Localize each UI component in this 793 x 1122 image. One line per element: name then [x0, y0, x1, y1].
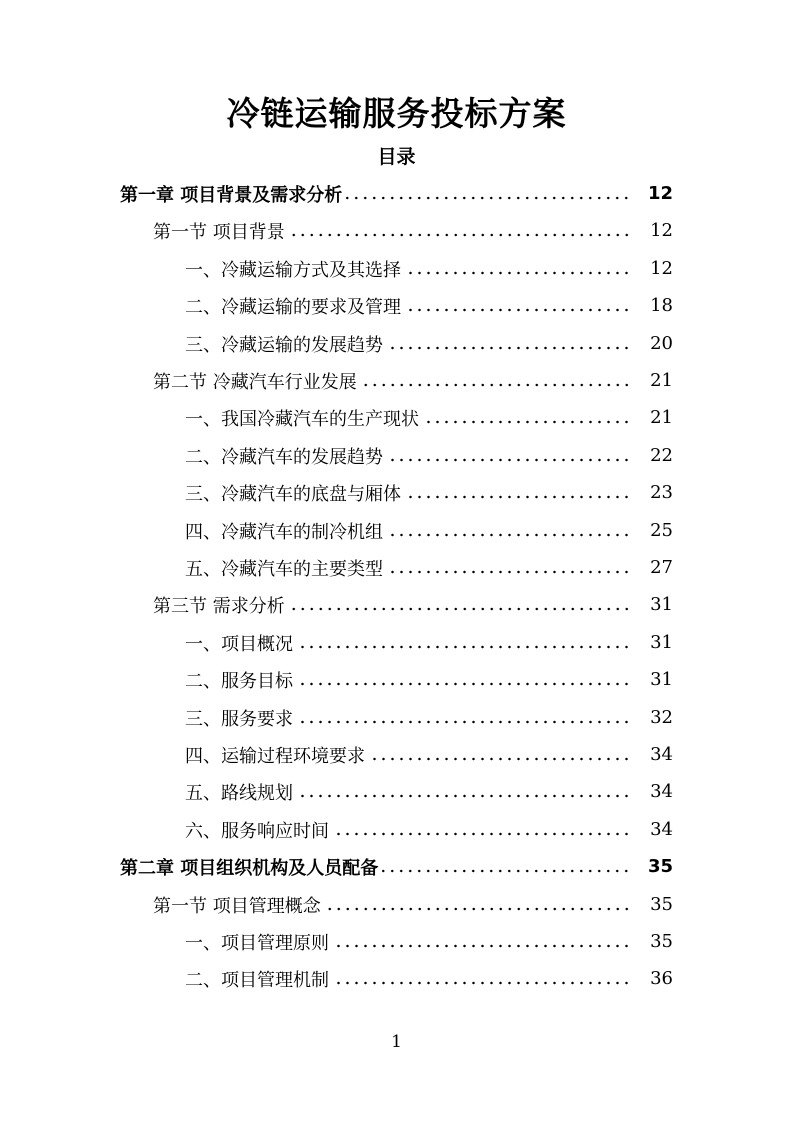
toc-entry-label: 第一节 项目背景 — [153, 221, 285, 243]
dot-leader — [405, 301, 631, 319]
toc-entry-page-number: 35 — [647, 856, 673, 877]
dot-leader — [382, 862, 631, 880]
dot-leader — [387, 563, 631, 581]
dot-leader — [361, 376, 631, 394]
toc-entry-item[interactable] — [0, 250, 793, 287]
toc-entry-label: 六、服务响应时间 — [185, 820, 329, 842]
toc-entry-page-number: 34 — [650, 781, 673, 802]
dot-leader — [289, 600, 631, 618]
toc-entry-page-number: 31 — [650, 632, 673, 653]
toc-entry-item[interactable] — [0, 549, 793, 586]
toc-entry-page-number: 34 — [650, 819, 673, 840]
toc-entry-page-number: 35 — [650, 894, 673, 915]
dot-leader — [405, 488, 631, 506]
toc-entry-item[interactable] — [0, 773, 793, 810]
toc-entry-page-number: 21 — [650, 407, 673, 428]
toc-entry-label: 三、冷藏运输的发展趋势 — [185, 334, 383, 356]
toc-entry-item[interactable] — [0, 736, 793, 773]
toc-entry-label: 四、运输过程环境要求 — [185, 745, 365, 767]
dot-leader — [387, 451, 631, 469]
toc-entry-label: 二、服务目标 — [185, 670, 293, 692]
toc-entry-item[interactable] — [0, 512, 793, 549]
toc-entry-page-number: 32 — [650, 707, 673, 728]
page-number: 1 — [391, 1032, 402, 1052]
dot-leader — [297, 675, 631, 693]
toc-entry-label: 第二章 项目组织机构及人员配备 — [120, 857, 379, 879]
toc-entry-page-number: 27 — [650, 557, 673, 578]
toc-entry-page-number: 18 — [650, 295, 673, 316]
toc-entry-page-number: 35 — [650, 931, 673, 952]
toc-entry-item[interactable] — [0, 325, 793, 362]
toc-entry-page-number: 34 — [650, 744, 673, 765]
toc-entry-page-number: 20 — [650, 333, 673, 354]
toc-entry-label: 第一章 项目背景及需求分析 — [120, 184, 343, 206]
toc-entry-label: 一、项目管理原则 — [185, 932, 329, 954]
toc-entry-section[interactable] — [0, 362, 793, 399]
toc-entry-item[interactable] — [0, 923, 793, 960]
toc-entry-label: 三、冷藏汽车的底盘与厢体 — [185, 483, 401, 505]
toc-entry-page-number: 12 — [650, 220, 673, 241]
dot-leader — [405, 264, 631, 282]
toc-entry-section[interactable] — [0, 212, 793, 249]
toc-entry-label: 第二节 冷藏汽车行业发展 — [153, 371, 357, 393]
toc-entry-item[interactable] — [0, 811, 793, 848]
dot-leader — [297, 638, 631, 656]
toc-heading: 目录 — [377, 146, 416, 168]
toc-entry-label: 一、项目概况 — [185, 633, 293, 655]
toc-entry-item[interactable] — [0, 661, 793, 698]
toc-entry-page-number: 31 — [650, 594, 673, 615]
document-title: 冷链运输服务投标方案 — [226, 94, 567, 133]
toc-entry-section[interactable] — [0, 886, 793, 923]
toc-entry-chapter[interactable] — [0, 175, 793, 212]
toc-entry-label: 四、冷藏汽车的制冷机组 — [185, 521, 383, 543]
toc-entry-item[interactable] — [0, 474, 793, 511]
toc-entry-item[interactable] — [0, 399, 793, 436]
toc-entry-label: 二、冷藏运输的要求及管理 — [185, 296, 401, 318]
dot-leader — [387, 339, 631, 357]
dot-leader — [387, 526, 631, 544]
dot-leader — [297, 787, 631, 805]
toc-entry-page-number: 23 — [650, 482, 673, 503]
toc-entry-label: 五、路线规划 — [185, 782, 293, 804]
toc-entry-section[interactable] — [0, 586, 793, 623]
toc-entry-page-number: 25 — [650, 520, 673, 541]
toc-entry-label: 二、项目管理机制 — [185, 969, 329, 991]
toc-entry-page-number: 21 — [650, 370, 673, 391]
dot-leader — [369, 750, 631, 768]
toc-entry-item[interactable] — [0, 624, 793, 661]
dot-leader — [423, 413, 631, 431]
toc-entry-label: 三、服务要求 — [185, 708, 293, 730]
dot-leader — [346, 189, 631, 207]
toc-entry-page-number: 22 — [650, 445, 673, 466]
toc-entry-item[interactable] — [0, 287, 793, 324]
toc-entry-label: 第一节 项目管理概念 — [153, 895, 321, 917]
toc-entry-chapter[interactable] — [0, 848, 793, 885]
toc-entry-item[interactable] — [0, 960, 793, 997]
dot-leader — [333, 825, 631, 843]
toc-entry-label: 一、冷藏运输方式及其选择 — [185, 259, 401, 281]
toc-entry-label: 五、冷藏汽车的主要类型 — [185, 558, 383, 580]
toc-entry-item[interactable] — [0, 699, 793, 736]
toc-entry-page-number: 36 — [650, 968, 673, 989]
dot-leader — [289, 226, 631, 244]
toc-entry-label: 二、冷藏汽车的发展趋势 — [185, 446, 383, 468]
toc-entry-page-number: 31 — [650, 669, 673, 690]
dot-leader — [297, 713, 631, 731]
dot-leader — [325, 900, 631, 918]
toc-entry-item[interactable] — [0, 437, 793, 474]
dot-leader — [333, 937, 631, 955]
toc-entry-page-number: 12 — [650, 258, 673, 279]
toc-entry-label: 第三节 需求分析 — [153, 595, 285, 617]
toc-entry-page-number: 12 — [647, 183, 673, 204]
dot-leader — [333, 974, 631, 992]
toc-entry-label: 一、我国冷藏汽车的生产现状 — [185, 408, 419, 430]
